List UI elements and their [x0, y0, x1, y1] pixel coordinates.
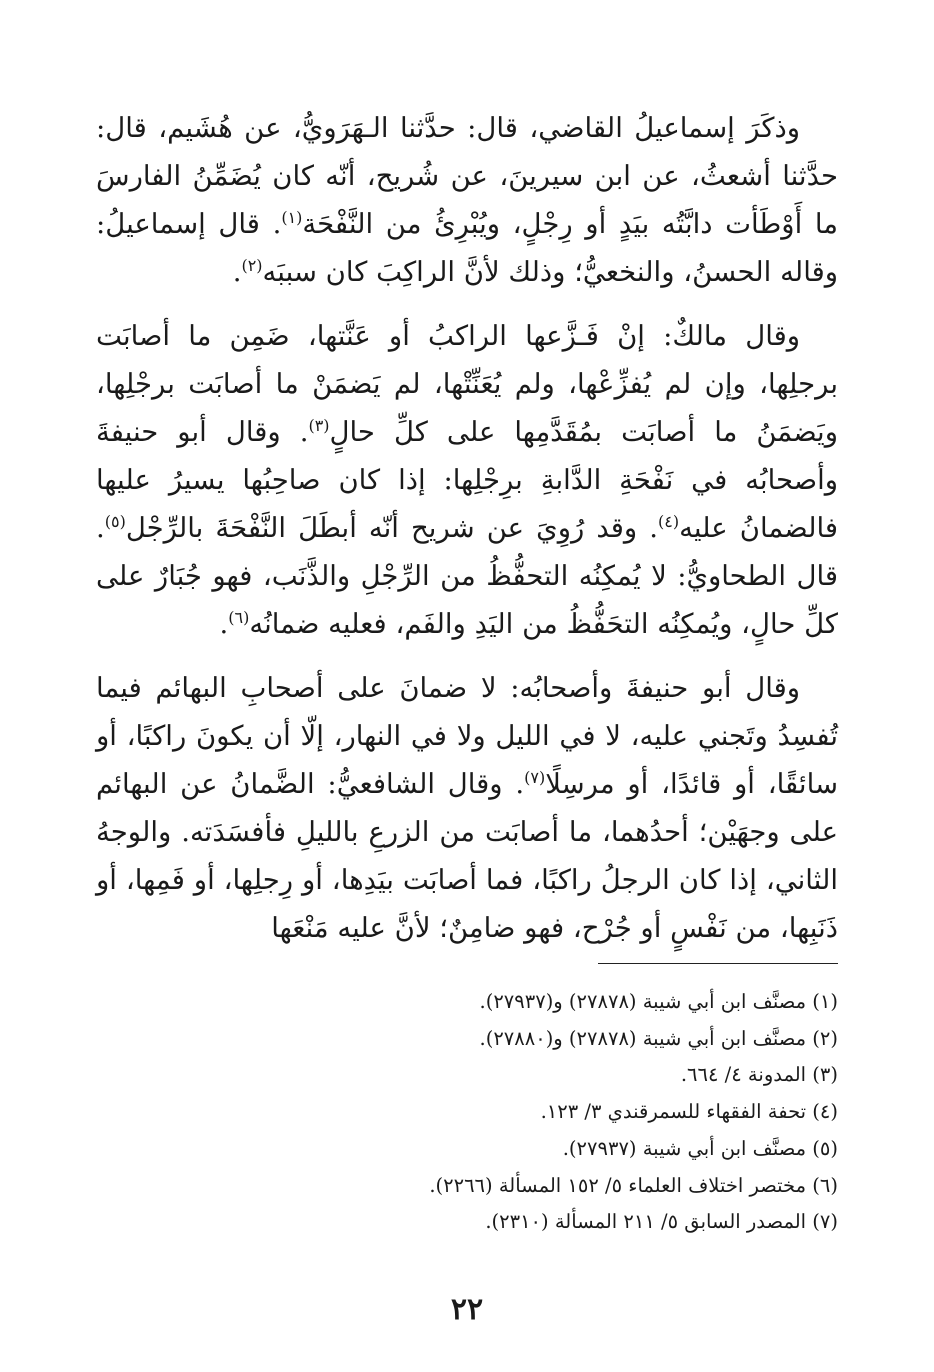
footnote-marker-6[interactable]: (٦) [228, 607, 250, 627]
paragraph-2-tail: . وقال أبو حنيفةَ وأصحابُه في نَفْحَةِ الدَّابةِ برِجْلِها: إذا كان صاحِبُها يسيرُ عليها فالضمانُ عليه [96, 416, 839, 544]
paragraph-2-text: وقال مالكٌ: إنْ فَـزَّعها الراكبُ أو عَنَّتها، ضَمِن ما أصابَت برجلِها، وإن لم يُفزِّعْها، ولم يُعَنِّتْها، لم يَضمَنْ ما أصابَت برجْلِها، ويَضمَنُ ما أصابَت بمُقَدَّمِها على كلِّ حالٍ [96, 320, 838, 448]
footnote-6: (٦) مختصر اختلاف العلماء ٥/ ١٥٢ المسألة (٢٢٦٦). [429, 1173, 838, 1197]
page-number: ٢٢ [450, 1292, 484, 1327]
paragraph-1-end: . [232, 256, 242, 288]
footnote-marker-7[interactable]: (٧) [524, 767, 546, 787]
paragraph-3 [96, 664, 838, 952]
paragraph-2-end: . [219, 608, 229, 640]
main-text [96, 104, 838, 968]
paragraph-2-tail-3: . قال الطحاويُّ: لا يُمكِنُه التحفُّظُ من الرِّجْلِ والذَّنَب، فهو جُبَارٌ على كلِّ حالٍ، ويُمكِنُه التحَفُّظُ من اليَدِ والفَم، فعليه ضمانُه [96, 512, 838, 640]
paragraph-1-text: وذكَرَ إسماعيلُ القاضي، قال: حدَّثنا الـهَرَويُّ، عن هُشَيم، قال: حدَّثنا أشعثُ، عن ابن سيرينَ، عن شُريح، أنّه كان يُضَمِّنُ الفارسَ ما أَوْطَأت دابَّتُه بيَدٍ أو رِجْلٍ، ويُبْرِئُ من النَّفْحَة [96, 112, 838, 240]
footnote-1: (١) مصنَّف ابن أبي شيبة (٢٧٨٧٨) و(٢٧٩٣٧). [479, 990, 838, 1013]
footnote-marker-4[interactable]: (٤) [658, 511, 680, 531]
footnote-marker-3[interactable]: (٣) [308, 415, 330, 435]
footnote-4: (٤) تحفة الفقهاء للسمرقندي ٣/ ١٢٣. [540, 1100, 838, 1124]
paragraph-2-tail-2: . وقد رُوِيَ عن شريح أنّه أبطَلَ النَّفْحَةَ بالرِّجْل [125, 512, 659, 544]
footnote-separator [598, 963, 838, 964]
footnote-marker-5[interactable]: (٥) [104, 511, 126, 531]
footnote-marker-1[interactable]: (١) [281, 207, 303, 227]
paragraph-2 [96, 312, 838, 648]
footnote-3: (٣) المدونة ٤/ ٦٦٤. [680, 1063, 838, 1087]
footnote-marker-2[interactable]: (٢) [241, 255, 263, 275]
footnote-2: (٢) مصنَّف ابن أبي شيبة (٢٧٨٧٨) و(٢٧٨٨٠). [479, 1026, 838, 1050]
paragraph-3-tail: . وقال الشافعيُّ: الضَّمانُ عن البهائم على وجهَيْن؛ أحدُهما، ما أصابَت من الزرعِ بالليلِ فأفسَدَته. والوجهُ الثاني، إذا كان الرجلُ راكبًا، فما أصابَت بيَدِها، أو رِجلِها، أو فَمِها، أو ذَنَبِها، من نَفْسٍ أو جُرْح، فهو ضامِنٌ؛ لأنَّ عليه مَنْعَها [96, 768, 838, 944]
paragraph-1 [96, 104, 838, 296]
footnote-5: (٥) مصنَّف ابن أبي شيبة (٢٧٩٣٧). [562, 1136, 838, 1160]
footnote-7: (٧) المصدر السابق ٥/ ٢١١ المسألة (٢٣١٠). [485, 1210, 838, 1234]
footnotes [96, 984, 838, 1241]
paragraph-1-tail: . قال إسماعيلُ: وقاله الحسنُ، والنخعيُّ؛ وذلك لأنَّ الراكِبَ كان سببَه [96, 208, 838, 288]
paragraph-3-text: وقال أبو حنيفةَ وأصحابُه: لا ضمانَ على أصحابِ البهائم فيما تُفسِدُ وتَجني عليه، لا في الليل ولا في النهار، إلّا أن يكونَ راكبًا، أو سائقًا، أو قائدًا، أو مرسِلًا [96, 672, 838, 800]
